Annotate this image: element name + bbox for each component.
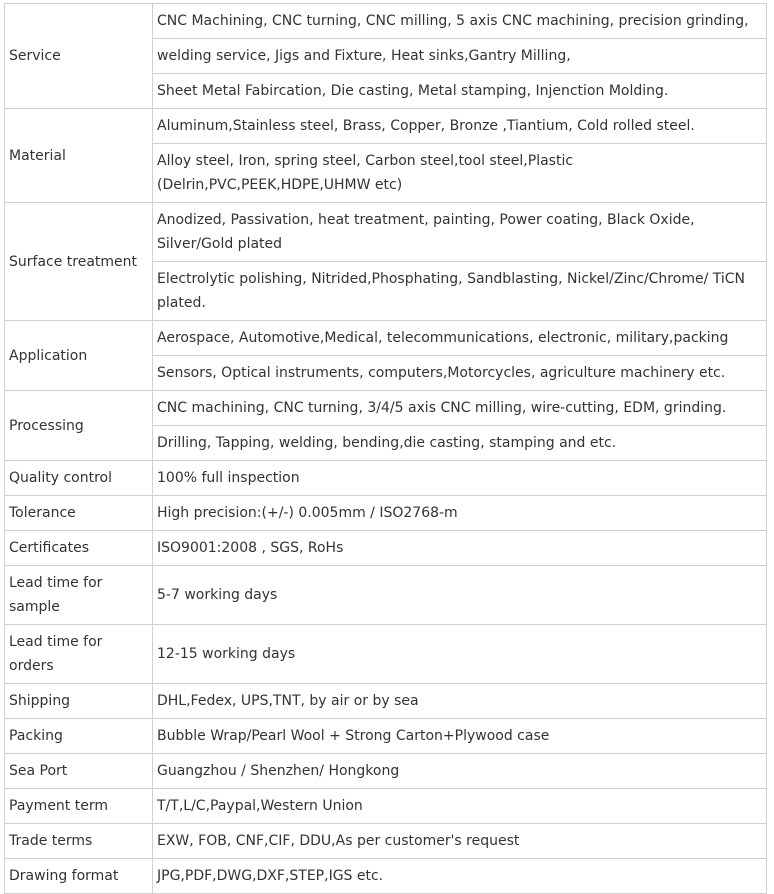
table-row: [5, 321, 767, 356]
row-value: Alloy steel, Iron, spring steel, Carbon steel,tool steel,Plastic (Delrin,PVC,PEEK,HDPE,UHMW etc): [153, 144, 767, 203]
table-row: [5, 496, 767, 531]
row-label-surface-treatment: Surface treatment: [5, 203, 153, 321]
row-label-processing: Processing: [5, 391, 153, 461]
row-value: Anodized, Passivation, heat treatment, painting, Power coating, Black Oxide, Silver/Gold plated: [153, 203, 767, 262]
table-row: [5, 859, 767, 894]
row-label-drawing-format: Drawing format: [5, 859, 153, 894]
row-label-sea-port: Sea Port: [5, 754, 153, 789]
row-label-application: Application: [5, 321, 153, 391]
table-row: [5, 461, 767, 496]
row-label-trade-terms: Trade terms: [5, 824, 153, 859]
row-label-lead-time-orders: Lead time for orders: [5, 625, 153, 684]
row-value: 12-15 working days: [153, 625, 767, 684]
table-row: [5, 203, 767, 262]
row-label-tolerance: Tolerance: [5, 496, 153, 531]
row-value: JPG,PDF,DWG,DXF,STEP,IGS etc.: [153, 859, 767, 894]
row-value: Drilling, Tapping, welding, bending,die casting, stamping and etc.: [153, 426, 767, 461]
row-value: 100% full inspection: [153, 461, 767, 496]
table-row: [5, 625, 767, 684]
row-label-certificates: Certificates: [5, 531, 153, 566]
row-label-packing: Packing: [5, 719, 153, 754]
table-row: [5, 531, 767, 566]
row-value: Electrolytic polishing, Nitrided,Phosphating, Sandblasting, Nickel/Zinc/Chrome/ TiCN plated.: [153, 262, 767, 321]
table-row: [5, 4, 767, 39]
row-value: Bubble Wrap/Pearl Wool + Strong Carton+Plywood case: [153, 719, 767, 754]
table-row: [5, 566, 767, 625]
table-row: [5, 109, 767, 144]
row-value: Aluminum,Stainless steel, Brass, Copper, Bronze ,Tiantium, Cold rolled steel.: [153, 109, 767, 144]
row-value: welding service, Jigs and Fixture, Heat sinks,Gantry Milling,: [153, 39, 767, 74]
row-label-shipping: Shipping: [5, 684, 153, 719]
row-value: CNC machining, CNC turning, 3/4/5 axis CNC milling, wire-cutting, EDM, grinding.: [153, 391, 767, 426]
row-value: 5-7 working days: [153, 566, 767, 625]
row-label-quality-control: Quality control: [5, 461, 153, 496]
table-row: [5, 719, 767, 754]
row-label-payment-term: Payment term: [5, 789, 153, 824]
specification-table: [4, 3, 767, 894]
row-value: CNC Machining, CNC turning, CNC milling, 5 axis CNC machining, precision grinding,: [153, 4, 767, 39]
table-row: [5, 754, 767, 789]
row-value: EXW, FOB, CNF,CIF, DDU,As per customer's request: [153, 824, 767, 859]
row-value: Guangzhou / Shenzhen/ Hongkong: [153, 754, 767, 789]
table-row: [5, 391, 767, 426]
row-value: Sensors, Optical instruments, computers,Motorcycles, agriculture machinery etc.: [153, 356, 767, 391]
table-row: [5, 684, 767, 719]
row-label-service: Service: [5, 4, 153, 109]
row-value: High precision:(+/-) 0.005mm / ISO2768-m: [153, 496, 767, 531]
table-row: [5, 824, 767, 859]
row-value: ISO9001:2008 , SGS, RoHs: [153, 531, 767, 566]
table-row: [5, 789, 767, 824]
row-value: T/T,L/C,Paypal,Western Union: [153, 789, 767, 824]
row-label-lead-time-sample: Lead time for sample: [5, 566, 153, 625]
row-value: Sheet Metal Fabircation, Die casting, Metal stamping, Injenction Molding.: [153, 74, 767, 109]
row-value: DHL,Fedex, UPS,TNT, by air or by sea: [153, 684, 767, 719]
row-value: Aerospace, Automotive,Medical, telecommunications, electronic, military,packing: [153, 321, 767, 356]
row-label-material: Material: [5, 109, 153, 203]
